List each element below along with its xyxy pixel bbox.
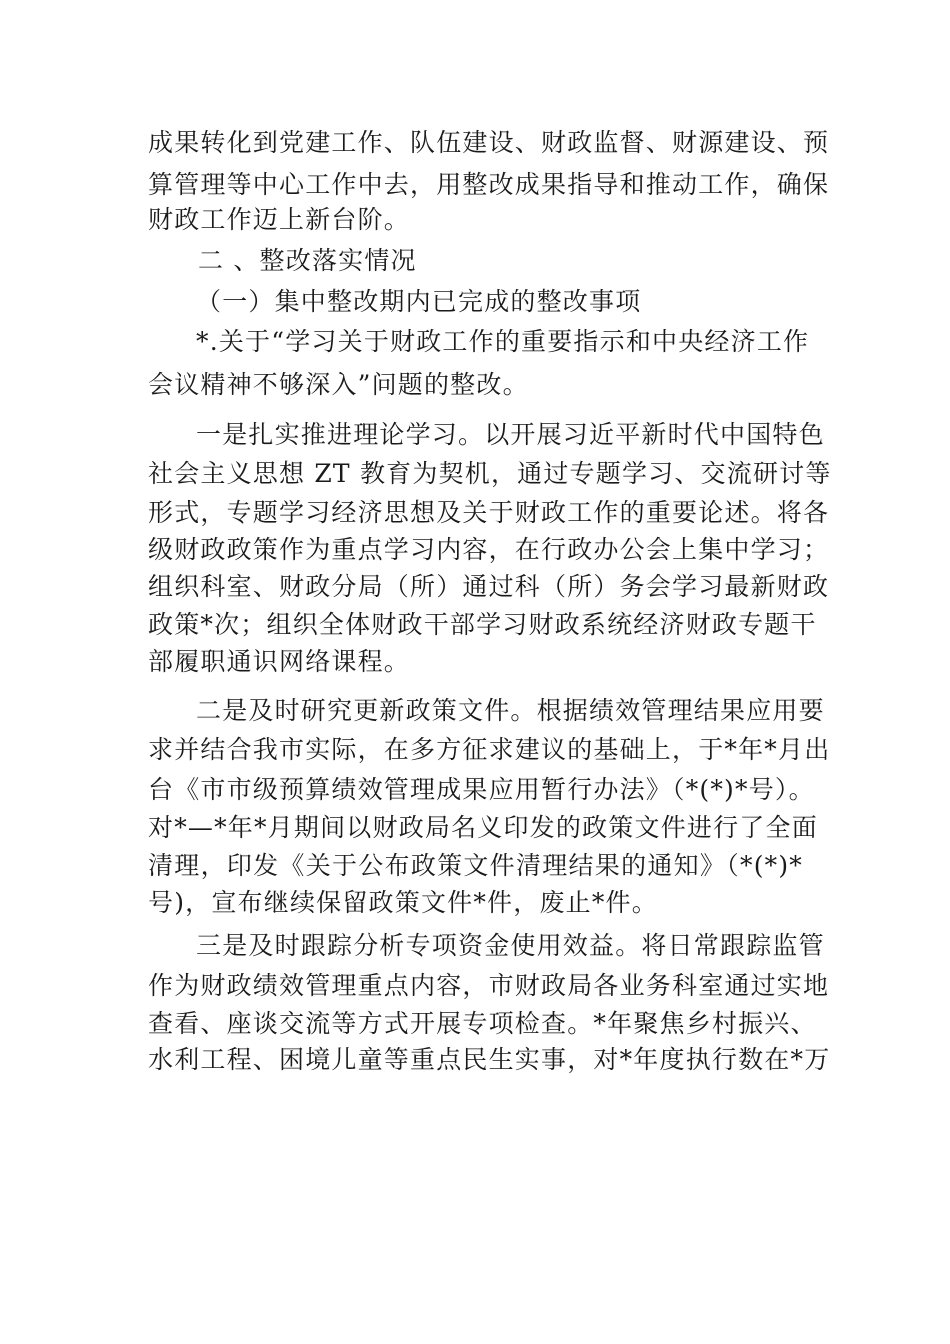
paragraph-line: 组织科室、财政分局（所）通过科（所）务会学习最新财政 bbox=[148, 572, 830, 601]
intro-line: 财政工作迈上新台阶。 bbox=[148, 205, 411, 234]
paragraph-line: 一是扎实推进理论学习。以开展习近平新时代中国特色 bbox=[196, 420, 825, 449]
paragraph-line: 查看、座谈交流等方式开展专项检查。*年聚焦乡村振兴、 bbox=[148, 1009, 817, 1038]
item-title-line: *.关于“学习关于财政工作的重要指示和中央经济工作 bbox=[196, 327, 810, 356]
item-title-line: 会议精神不够深入”问题的整改。 bbox=[148, 370, 529, 399]
paragraph-line: 社会主义思想 ZT 教育为契机，通过专题学习、交流研讨等 bbox=[148, 459, 832, 488]
paragraph-line: 级财政政策作为重点学习内容，在行政办公会上集中学习； bbox=[148, 535, 830, 564]
paragraph-line: 求并结合我市实际，在多方征求建议的基础上，于*年*月出 bbox=[148, 735, 831, 764]
paragraph-line: 三是及时跟踪分析专项资金使用效益。将日常跟踪监管 bbox=[196, 931, 825, 960]
subsection-heading: （一）集中整改期内已完成的整改事项 bbox=[196, 287, 642, 316]
section-heading: 二 、整改落实情况 bbox=[198, 246, 417, 275]
paragraph-line: 台《市市级预算绩效管理成果应用暂行办法》（*(*)*号）。 bbox=[148, 775, 815, 804]
paragraph-line: 清理，印发《关于公布政策文件清理结果的通知》（*(*)* bbox=[148, 851, 803, 880]
paragraph-line: 对*—*年*月期间以财政局名义印发的政策文件进行了全面 bbox=[148, 813, 818, 842]
paragraph-line: 水利工程、困境儿童等重点民生实事，对*年度执行数在*万 bbox=[148, 1045, 831, 1074]
paragraph-line: 部履职通识网络课程。 bbox=[148, 647, 411, 676]
paragraph-line: 作为财政绩效管理重点内容，市财政局各业务科室通过实地 bbox=[148, 971, 830, 1000]
paragraph-line: 政策*次；组织全体财政干部学习财政系统经济财政专题干 bbox=[148, 610, 817, 639]
paragraph-line: 形式，专题学习经济思想及关于财政工作的重要论述。将各 bbox=[148, 498, 830, 527]
intro-line: 成果转化到党建工作、队伍建设、财政监督、财源建设、预 bbox=[148, 128, 830, 157]
paragraph-line: 号)，宣布继续保留政策文件*件，废止*件。 bbox=[148, 888, 658, 917]
intro-line: 算管理等中心工作中去，用整改成果指导和推动工作，确保 bbox=[148, 170, 830, 199]
paragraph-line: 二是及时研究更新政策文件。根据绩效管理结果应用要 bbox=[196, 696, 825, 725]
